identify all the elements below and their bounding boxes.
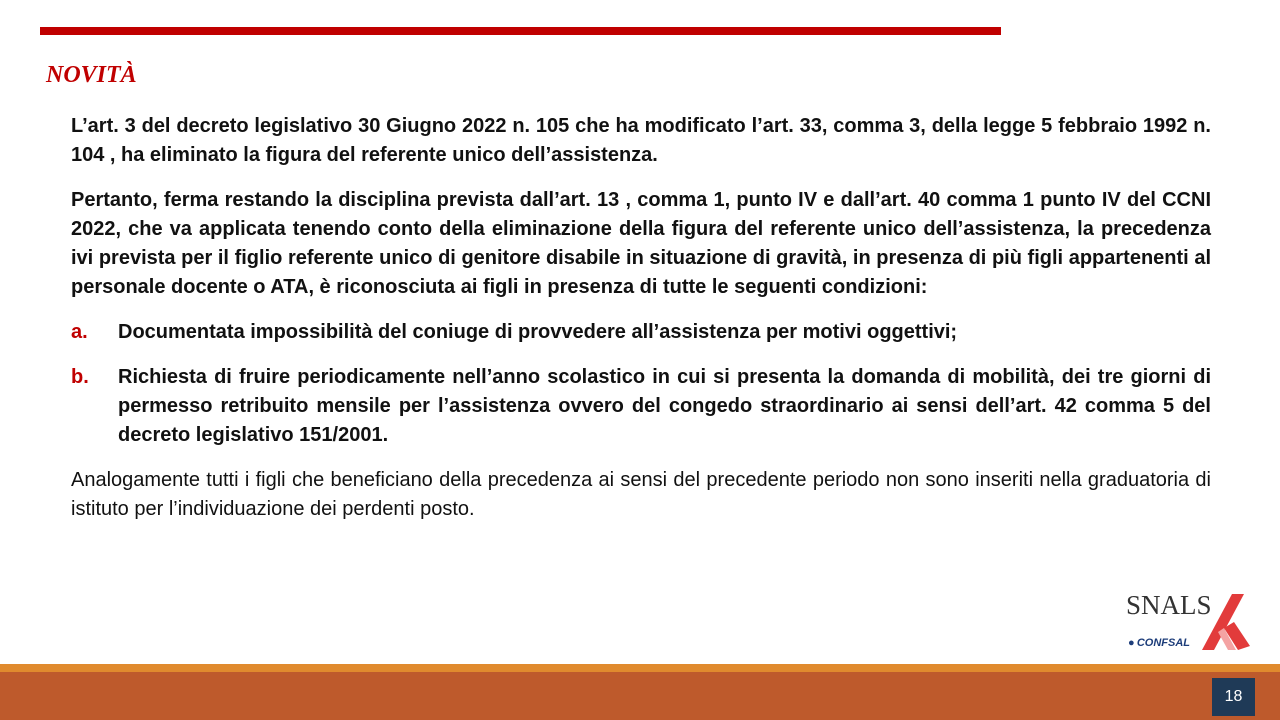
list-marker: b. xyxy=(71,366,89,388)
list-marker: a. xyxy=(71,321,88,343)
slide-title: NOVITÀ xyxy=(46,62,137,88)
list-item xyxy=(71,363,1211,450)
logo-subtitle: ● CONFSAL xyxy=(1128,637,1191,649)
snals-logo xyxy=(1122,590,1254,654)
slide-body xyxy=(71,112,1211,524)
top-divider xyxy=(40,27,1001,35)
confsal-icon: ● xyxy=(1128,637,1137,649)
paragraph-intro: L’art. 3 del decreto legislativo 30 Giugno 2022 n. 105 che ha modificato l’art. 33, comma 3, della legge 5 febbraio 1992 n. 104 , ha eliminato la figura del referente unico dell’assistenza. xyxy=(71,115,1211,166)
paragraph-closing: Analogamente tutti i figli che beneficiano della precedenza ai sensi del precedente periodo non sono inseriti nella graduatoria di istituto per l’individuazione dei perdenti posto. xyxy=(71,469,1211,520)
list-item-text: Documentata impossibilità del coniuge di provvedere all’assistenza per motivi oggettivi; xyxy=(118,321,958,343)
logo-wordmark: SNALS xyxy=(1126,590,1212,620)
paragraph-conditions-intro: Pertanto, ferma restando la disciplina prevista dall’art. 13 , comma 1, punto IV e dall’art. 40 comma 1 punto IV del CCNI 2022, che va applicata tenendo conto della eliminazione della figura del referente unico dell’assistenza, la precedenza ivi prevista per il figlio referente unico di genitore disabile in situazione di gravità, in presenza di più figli appartenenti al personale docente o ATA, è riconosciuta ai figli in presenza di tutte le seguenti condizioni: xyxy=(71,189,1211,298)
page-number: 18 xyxy=(1212,678,1255,716)
list-item xyxy=(71,318,1211,347)
conditions-list xyxy=(71,318,1211,450)
footer-accent-line xyxy=(0,664,1280,672)
footer-bar xyxy=(0,672,1280,720)
list-item-text: Richiesta di fruire periodicamente nell’anno scolastico in cui si presenta la domanda di mobilità, dei tre giorni di permesso retribuito mensile per l’assistenza ovvero del congedo straordinario ai sensi dell’art. 42 comma 5 del decreto legislativo 151/2001. xyxy=(118,366,1211,446)
snals-logo-icon xyxy=(1194,592,1252,652)
